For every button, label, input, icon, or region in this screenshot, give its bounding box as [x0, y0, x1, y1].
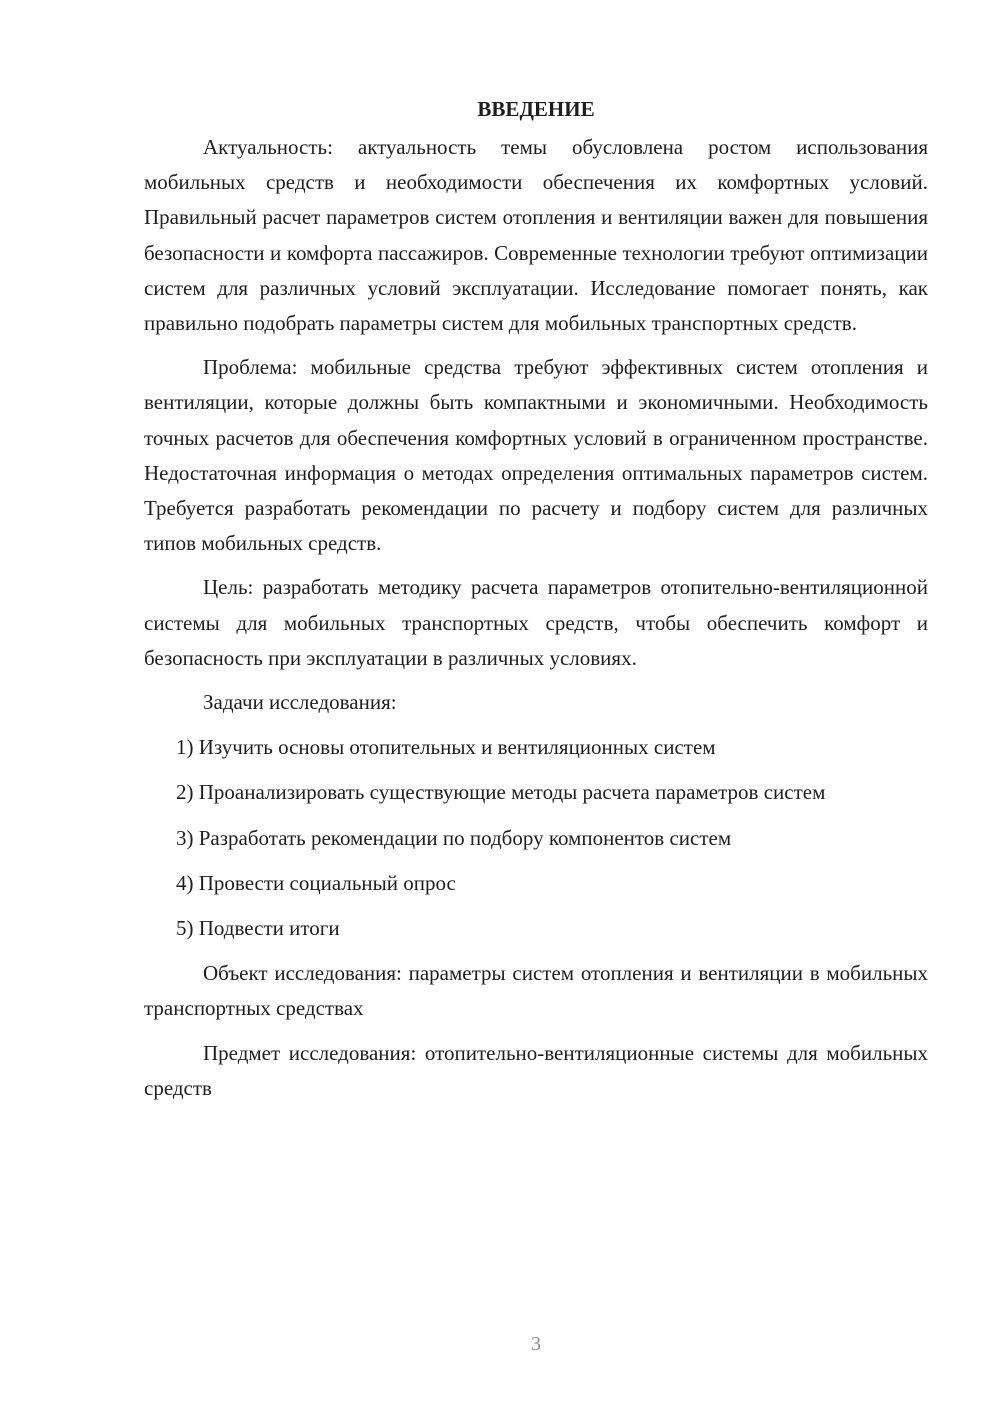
task-item-4: 4) Провести социальный опрос	[176, 870, 456, 895]
tasks-title: Задачи исследования:	[203, 690, 397, 715]
page-number: 3	[531, 1333, 541, 1355]
subject-paragraph: Предмет исследования: отопительно-вентиляционные системы для мобильных средств	[144, 1040, 928, 1100]
page-title: ВВЕДЕНИЕ	[477, 97, 595, 121]
problem-paragraph: Проблема: мобильные средства требуют эффективных систем отопления и вентиляции, которые должны быть компактными и экономичными. Необходимость точных расчетов для обеспечения комфортных условий в ограниченном пространстве. Недостаточная информация о методах определения оптимальных параметров систем. Требуется разработать рекомендации по расчету и подбору систем для различных типов мобильных средств.	[144, 355, 928, 556]
task-item-1: 1) Изучить основы отопительных и вентиляционных систем	[176, 735, 716, 760]
object-paragraph: Объект исследования: параметры систем отопления и вентиляции в мобильных транспортных средствах	[144, 961, 928, 1021]
task-item-2: 2) Проанализировать существующие методы расчета параметров систем	[176, 780, 826, 805]
task-item-3: 3) Разработать рекомендации по подбору компонентов систем	[176, 825, 732, 850]
relevance-paragraph: Актуальность: актуальность темы обусловлена ростом использования мобильных средств и необходимости обеспечения их комфортных условий. Правильный расчет параметров систем отопления и вентиляции важен для повышения безопасности и комфорта пассажиров. Современные технологии требуют оптимизации систем для различных условий эксплуатации. Исследование помогает понять, как правильно подобрать параметры систем для мобильных транспортных средств.	[144, 135, 928, 336]
task-item-5: 5) Подвести итоги	[176, 916, 340, 941]
goal-paragraph: Цель: разработать методику расчета параметров отопительно-вентиляционной системы для мобильных транспортных средств, чтобы обеспечить комфорт и безопасность при эксплуатации в различных условиях.	[144, 575, 928, 670]
page-content	[144, 92, 928, 1115]
